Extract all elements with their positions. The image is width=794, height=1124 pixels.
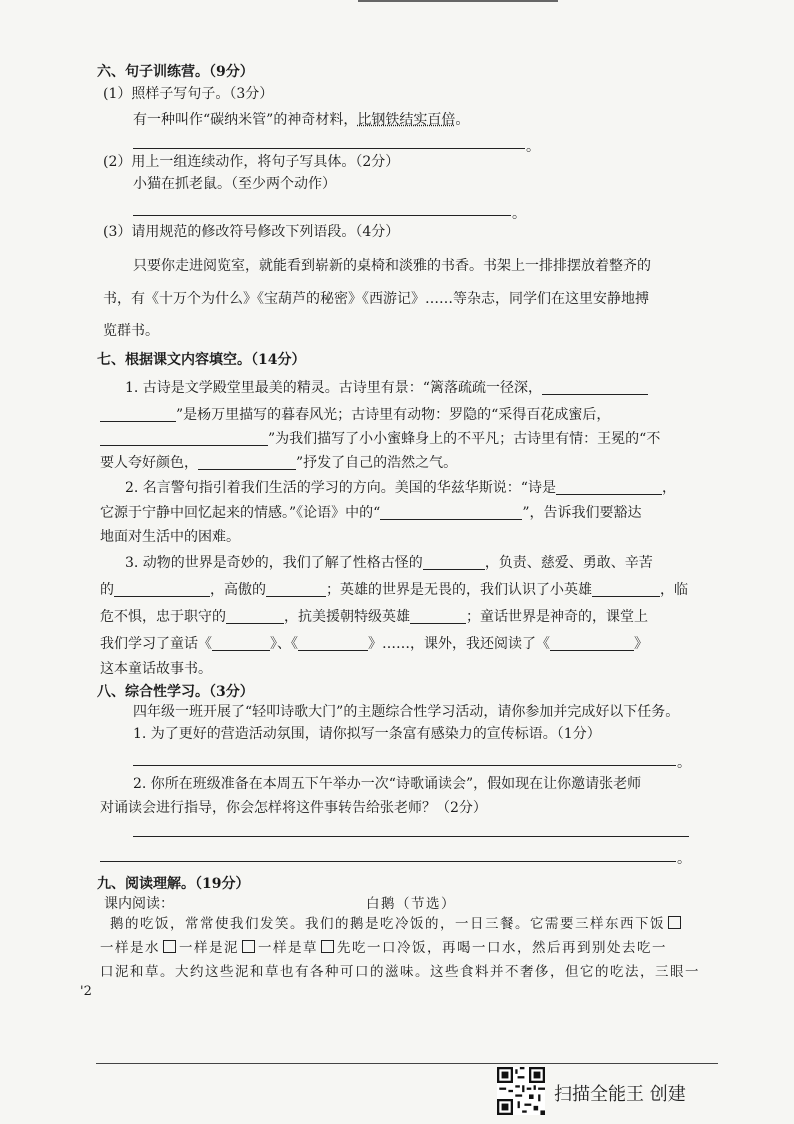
q6-3-line-1: 只要你走进阅览室，就能看到崭新的桌椅和淡雅的书香。书架上一排排摆放着整齐的: [133, 258, 651, 274]
q6-2-label: (2）用上一组连续动作，将句子写具体。（2分）: [103, 154, 400, 170]
scanner-brand-text: 扫描全能王 创建: [554, 1084, 686, 1105]
example-text: 有一种叫作“碳纳米管”的神奇材料，: [133, 112, 358, 128]
blank[interactable]: [114, 581, 210, 597]
text: 》: [634, 636, 648, 652]
q8-intro: 四年级一班开展了“轻叩诗歌大门”的主题综合性学习活动，请你参加并完成好以下任务。: [133, 704, 680, 720]
blank[interactable]: [100, 406, 176, 422]
text: 一样是草: [258, 940, 318, 956]
q7-1-line-3: [100, 429, 660, 449]
reading-label: 课内阅读：: [104, 896, 174, 912]
text: ”为我们描写了小小蜜蜂身上的不平凡；古诗里有情：王冕的“不: [268, 431, 661, 447]
blank[interactable]: [100, 430, 268, 446]
answer-line-8-1[interactable]: [133, 765, 676, 766]
text: 鹅的吃饭，常常使我们发笑。我们的鹅是吃冷饭的，一日三餐。它需要三样东西下饭: [110, 916, 665, 932]
q6-1-example: [133, 110, 469, 130]
example-end: 。: [455, 112, 470, 128]
text: 2. 名言警句指引着我们生活的学习的方向。美国的华兹华斯说：“诗是: [125, 480, 556, 496]
q7-3-line-1: [125, 553, 653, 573]
page-number: '2: [80, 984, 92, 999]
answer-line-6-2[interactable]: [133, 215, 511, 216]
text: ，临: [660, 582, 688, 598]
period-6-2: 。: [512, 206, 526, 222]
q8-2-line-1: 2. 你所在班级准备在本周五下午举办一次“诗歌诵读会”，假如现在让你邀请张老师: [133, 776, 642, 792]
period-8-1: 。: [677, 755, 691, 771]
q7-3-line-4: [100, 634, 648, 654]
q7-3-line-5: 这本童话故事书。: [100, 661, 212, 677]
q7-1-line-1: [125, 378, 648, 398]
section-9-title: 九、阅读理解。（19分）: [97, 876, 250, 892]
text: ；童话世界是神奇的，课堂上: [466, 609, 648, 625]
answer-line-8-2b[interactable]: [100, 861, 676, 862]
blank[interactable]: [542, 379, 648, 395]
passage-line-1: [110, 914, 684, 934]
q7-3-line-3: [100, 607, 648, 627]
q8-2-line-2: 对诵读会进行指导，你会怎样将这件事转告给张老师？（2分）: [100, 800, 487, 816]
footer-divider: [96, 1063, 718, 1064]
text: 要人夸好颜色，: [100, 455, 198, 471]
text: 危不惧，忠于职守的: [100, 609, 226, 625]
text: 我们学习了童话《: [100, 636, 212, 652]
answer-line-6-1[interactable]: [133, 148, 525, 149]
answer-box[interactable]: [242, 940, 255, 953]
text: ”是杨万里描写的暮春风光；古诗里有动物：罗隐的“采得百花成蜜后，: [176, 407, 611, 423]
q6-1-label: (1）照样子写句子。（3分）: [103, 86, 274, 102]
blank[interactable]: [556, 479, 662, 495]
example-dotted-text: 比钢铁结实百倍: [357, 112, 456, 128]
text: ，抗美援朝特级英雄: [284, 609, 410, 625]
section-6-title: 六、句子训练营。（9分）: [97, 64, 254, 80]
text: 一样是泥: [179, 940, 239, 956]
text: 的: [100, 582, 114, 598]
q7-1-line-4: [100, 453, 457, 473]
text: ”抒发了自己的浩然之气。: [296, 455, 458, 471]
q7-1-line-2: [100, 405, 610, 425]
section-7-title: 七、根据课文内容填空。（14分）: [97, 352, 306, 368]
text: ；英雄的世界是无畏的，我们认识了小英雄: [326, 582, 592, 598]
text: 》……，课外，我还阅读了《: [368, 636, 550, 652]
q7-2-line-3: 地面对生活中的困难。: [100, 529, 240, 545]
passage-line-2: [100, 938, 667, 958]
blank[interactable]: [298, 635, 368, 651]
text: 》、《: [270, 636, 298, 652]
passage-title: 白鹅（节选）: [366, 896, 456, 912]
blank[interactable]: [266, 581, 326, 597]
answer-box[interactable]: [163, 940, 176, 953]
q6-3-line-3: 览群书。: [103, 323, 159, 339]
blank[interactable]: [198, 454, 296, 470]
text: 1. 古诗是文学殿堂里最美的精灵。古诗里有景：“篱落疏疏一径深，: [125, 380, 542, 396]
blank[interactable]: [212, 635, 270, 651]
text: 它源于宁静中回忆起来的情感。”《论语》中的“: [100, 505, 381, 521]
top-edge-line: [358, 0, 558, 2]
q7-2-line-1: [125, 478, 676, 498]
text: 3. 动物的世界是奇妙的，我们了解了性格古怪的: [125, 555, 423, 571]
qr-code-icon: [497, 1067, 545, 1115]
blank[interactable]: [550, 635, 634, 651]
answer-box[interactable]: [321, 940, 334, 953]
blank[interactable]: [410, 608, 466, 624]
answer-line-8-2a[interactable]: [133, 836, 689, 837]
text: ，高傲的: [210, 582, 266, 598]
q6-2-prompt: 小猫在抓老鼠。（至少两个动作）: [133, 176, 336, 192]
text: 一样是水: [100, 940, 160, 956]
answer-box[interactable]: [668, 916, 681, 929]
text: ，负责、慈爱、勇敢、辛苦: [484, 555, 653, 571]
q6-3-line-2: 书，有《十万个为什么》《宝葫芦的秘密》《西游记》……等杂志，同学们在这里安静地搏: [103, 291, 649, 307]
blank[interactable]: [380, 504, 522, 520]
passage-line-3: 口泥和草。大约这些泥和草也有各种可口的滋味。这些食料并不奢侈，但它的吃法，三眼一: [100, 964, 700, 980]
blank[interactable]: [226, 608, 284, 624]
period-8-2: 。: [677, 851, 691, 867]
period-6-1: 。: [526, 139, 540, 155]
q7-2-line-2: [100, 503, 642, 523]
text: 先吃一口冷饭，再喝一口水，然后再到别处去吃一: [337, 940, 667, 956]
section-8-title: 八、综合性学习。（3分）: [97, 684, 254, 700]
q6-3-label: (3）请用规范的修改符号修改下列语段。（4分）: [103, 224, 400, 240]
text: ”，告诉我们要豁达: [522, 505, 642, 521]
q8-1-label: 1. 为了更好的营造活动氛围，请你拟写一条富有感染力的宣传标语。（1分）: [133, 726, 601, 742]
text: ，: [661, 480, 676, 496]
blank[interactable]: [423, 554, 485, 570]
q7-3-line-2: [100, 580, 688, 600]
blank[interactable]: [592, 581, 660, 597]
